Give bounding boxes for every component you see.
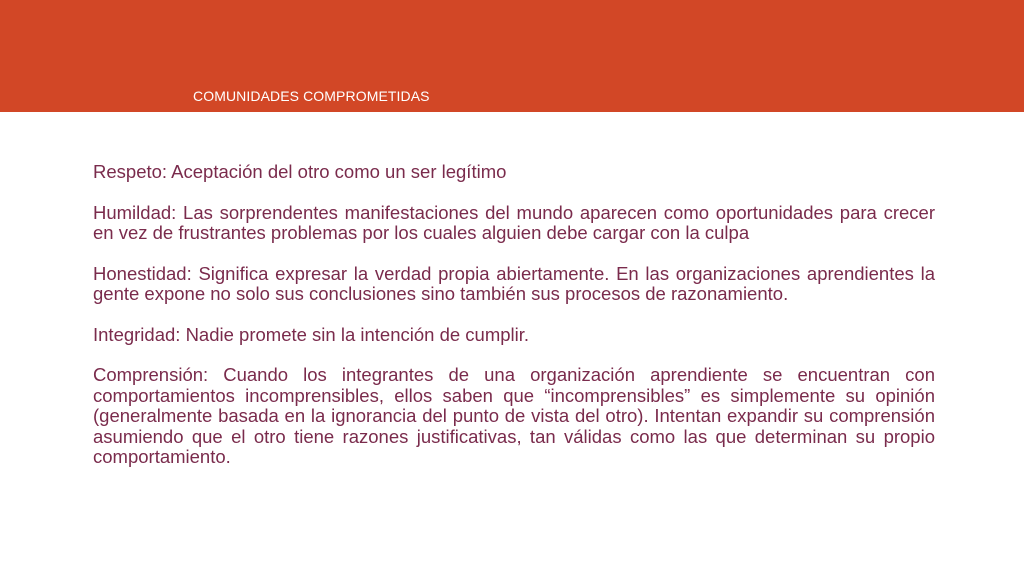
paragraph-comprension: Comprensión: Cuando los integrantes de una organización aprendiente se encuentran con comportamientos incomprensibles, ellos saben que “incomprensibles” es simplemente su opinión (generalmente basada en la ignorancia del punto de vista del otro). Intentan expandir su comprensión asumiendo que el otro tiene razones justificativas, tan válidas como las que determinan su propio comportamiento.	[93, 364, 935, 467]
header-band	[0, 0, 1024, 112]
paragraph-humildad: Humildad: Las sorprendentes manifestaciones del mundo aparecen como oportunidades para crecer en vez de frustrantes problemas por los cuales alguien debe cargar con la culpa	[93, 201, 935, 243]
slide-title: COMUNIDADES COMPROMETIDAS	[193, 88, 430, 104]
paragraph-integridad: Integridad: Nadie promete sin la intención de cumplir.	[93, 323, 530, 345]
slide-body	[93, 162, 935, 488]
paragraph-honestidad: Honestidad: Significa expresar la verdad propia abiertamente. En las organizaciones aprendientes la gente expone no solo sus conclusiones sino también sus procesos de razonamiento.	[93, 262, 935, 304]
paragraph-respeto: Respeto: Aceptación del otro como un ser legítimo	[93, 161, 507, 182]
